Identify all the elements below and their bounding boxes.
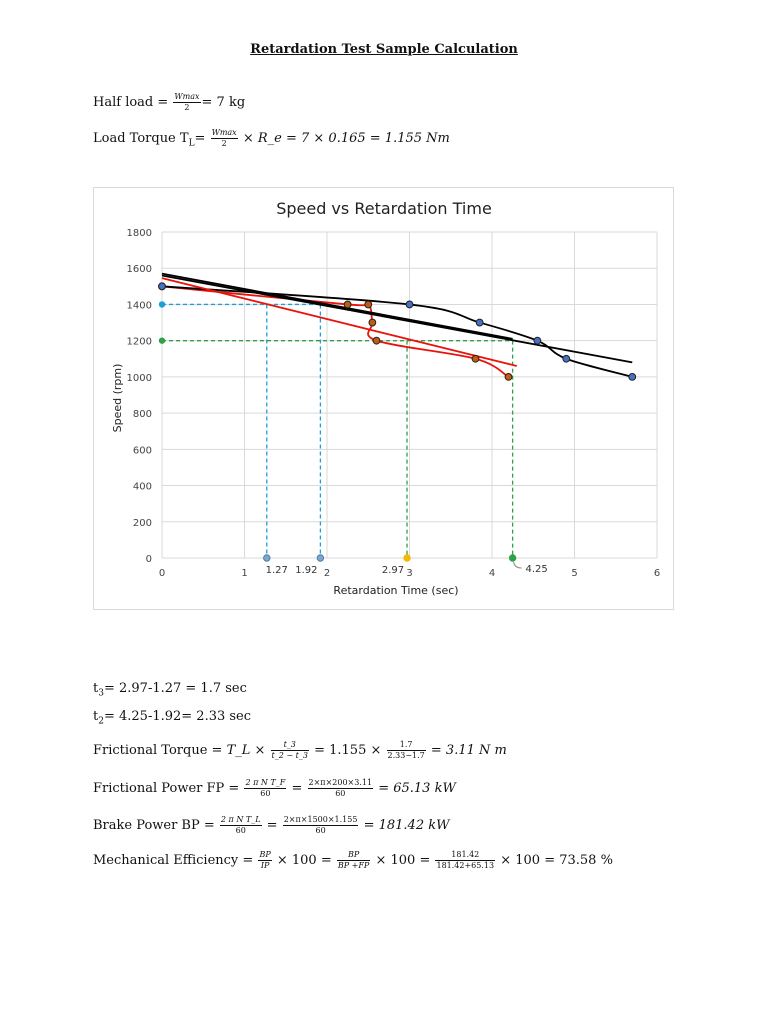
y-axis-label: Speed (rpm) [111, 363, 124, 433]
axis-crossing-marker [509, 555, 515, 561]
trend-line [162, 278, 517, 366]
x-tick-label: 3 [406, 568, 413, 579]
data-point [373, 337, 380, 344]
data-point [365, 301, 372, 308]
document-title: Retardation Test Sample Calculation [250, 42, 518, 57]
fp-fraction-2: $\frac{2\times\pi\times 200\times 3.11}{60}$ [308, 778, 373, 798]
series-curve [162, 286, 632, 377]
load-torque-label: Load Torque T [93, 131, 189, 146]
data-point [534, 337, 541, 344]
fp-fraction-1: $\frac{\text{2 π N T\_F}}{60}$ [245, 778, 286, 798]
me-fraction-2: $\frac{BP}{BP +FP}$ [337, 850, 370, 870]
x-tick-label: 2 [323, 568, 331, 579]
bp-fraction-2: $\frac{2\times\pi\times 1500\times 1.155}{60}$ [283, 815, 358, 835]
y-tick-label: 600 [132, 445, 152, 457]
x-tick-label: 6 [653, 568, 661, 579]
data-point [344, 301, 351, 308]
y-tick-label: 1800 [126, 228, 152, 239]
annotation-label: 4.25 [525, 564, 548, 575]
x-tick-label: 5 [571, 568, 578, 579]
frictional-power-line: Frictional Power FP = $\frac{\text{2 π N T\_F}}{60}$ = $\frac{2\times\pi\times 200\times 3.11}{60}$ = 65.13 kW [93, 778, 456, 798]
data-point [159, 283, 166, 290]
axis-crossing-marker [404, 555, 410, 561]
data-point [476, 319, 483, 326]
half-load-label: Half load = [93, 95, 169, 110]
ft-fraction-1: $\frac{t\_3}{t\_2 - t\_3}$ [271, 740, 308, 760]
guide-lines [162, 304, 513, 558]
data-point [505, 373, 512, 380]
trend-line [162, 275, 632, 362]
chart-series [162, 274, 632, 377]
axis-crossing-marker [264, 555, 270, 561]
chart-axes [127, 228, 661, 579]
x-tick-label: 0 [158, 568, 166, 579]
load-torque-rest: × R_e = 7 × 0.165 = 1.155 Nm [242, 131, 450, 146]
x-axis-label: Retardation Time (sec) [333, 584, 459, 597]
t3-line: $t_3= 2.97-1.27 = 1.7$ sec [93, 681, 247, 699]
y-tick-label: 800 [132, 409, 152, 421]
y-tick-label: 400 [132, 481, 152, 493]
speed-vs-retardation-chart [94, 188, 673, 609]
y-tick-label: 0 [145, 554, 152, 565]
x-tick-label: 1 [241, 568, 248, 579]
data-point [563, 355, 570, 362]
frictional-torque-line: Frictional Torque = T_L × $\frac{t\_3}{t\_2 - t\_3}$ = 1.155 × $\frac{1.7}{2.33-1.7}$ = 3.11 N m [93, 740, 507, 760]
annotation-leader [514, 562, 522, 568]
y-tick-label: 1200 [126, 336, 152, 348]
brake-power-line: Brake Power BP = $\frac{\text{2 π N T\_L}}{60}$ = $\frac{2\times\pi\times 1500\times 1.155}{60}$ = 181.42 kW [93, 815, 450, 835]
series-curve [162, 286, 509, 377]
ft-fraction-2: $\frac{1.7}{2.33-1.7}$ [387, 740, 425, 760]
me-fraction-1: $\frac{BP}{IP}$ [259, 850, 271, 870]
load-torque-line: Load Torque $T_L=$ $\frac{Wmax}{2}$ × R_e = 7 × 0.165 = 1.155 Nm [93, 128, 450, 149]
mechanical-efficiency-line: Mechanical Efficiency = $\frac{BP}{IP}$ × 100 = $\frac{BP}{BP +FP}$ × 100 = $\frac{181.42}{181.42+65.13}$ × 100 = 73.58 % [93, 850, 613, 870]
annotation-label: 2.97 [381, 565, 405, 576]
y-tick-label: 1000 [126, 372, 152, 384]
t2-line: $t_2= 4.25-1.92= 2.33$ sec [93, 709, 252, 727]
x-tick-label: 4 [488, 568, 496, 579]
y-tick-label: 1600 [126, 264, 152, 276]
trend-line [162, 274, 513, 339]
load-torque-fraction: $\frac{Wmax}{2}$ [211, 128, 237, 148]
data-point [406, 301, 413, 308]
me-fraction-3: $\frac{181.42}{181.42+65.13}$ [436, 850, 495, 870]
guide-start-marker [159, 301, 165, 307]
half-load-line [93, 92, 245, 113]
data-point [472, 355, 479, 362]
annotation-label: 1.92 [295, 565, 318, 576]
data-point [629, 373, 636, 380]
guide-start-marker [159, 337, 165, 343]
chart-title: Speed vs Retardation Time [276, 199, 492, 218]
bp-fraction-1: $\frac{\text{2 π N T\_L}}{60}$ [220, 815, 261, 835]
data-point [369, 319, 376, 326]
half-load-fraction: $\frac{Wmax}{2}$ [174, 92, 200, 112]
chart-grid [162, 232, 657, 558]
half-load-result: = 7 kg [201, 95, 246, 110]
y-tick-label: 200 [132, 517, 152, 529]
chart-points [159, 283, 636, 561]
y-tick-label: 1400 [126, 300, 152, 312]
axis-crossing-marker [317, 555, 323, 561]
annotation-label: 1.27 [265, 565, 288, 576]
chart-frame [93, 187, 674, 610]
